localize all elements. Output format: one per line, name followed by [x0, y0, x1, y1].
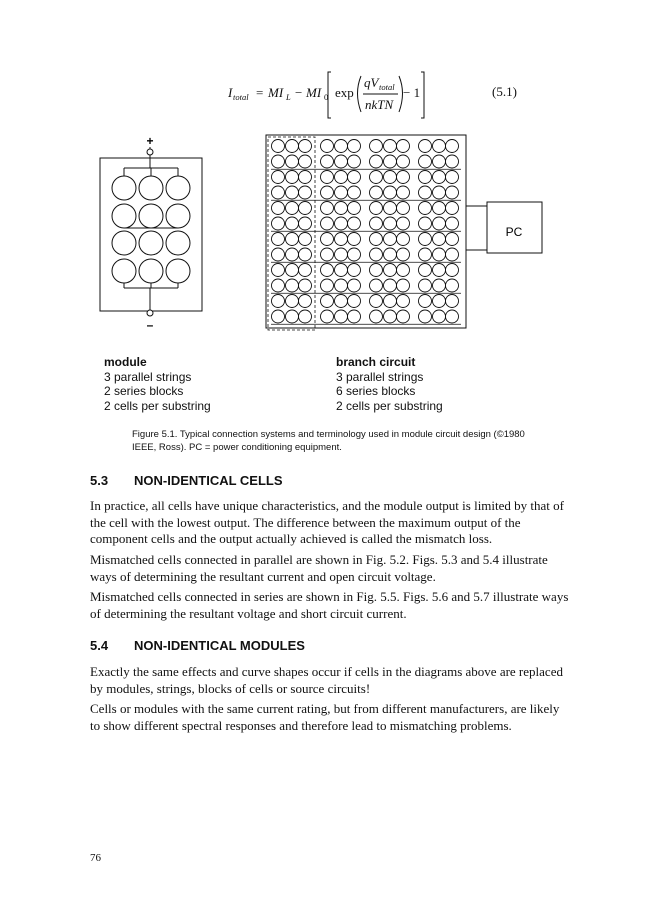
branch-cell — [419, 186, 432, 199]
branch-cell — [384, 217, 397, 230]
page-number: 76 — [90, 852, 101, 864]
branch-cell — [384, 310, 397, 323]
branch-cell — [446, 310, 459, 323]
module-plus-terminal: + — [146, 134, 154, 148]
branch-cell — [370, 202, 383, 215]
branch-cell — [321, 217, 334, 230]
branch-cell — [384, 171, 397, 184]
module-minus-terminal: – — [146, 318, 154, 332]
branch-cell — [446, 295, 459, 308]
branch-cell — [272, 140, 285, 153]
branch-cell — [384, 140, 397, 153]
branch-cell — [370, 264, 383, 277]
module-cell — [166, 231, 190, 255]
branch-cell — [321, 155, 334, 168]
equation-number: (5.1) — [492, 84, 517, 99]
branch-cell — [335, 295, 348, 308]
section-title: NON-IDENTICAL MODULES — [134, 638, 305, 653]
branch-cell — [286, 186, 299, 199]
branch-cell — [433, 202, 446, 215]
branch-cell — [272, 233, 285, 246]
branch-cell — [286, 279, 299, 292]
eq-term1-sub: L — [286, 92, 291, 102]
branch-cell — [384, 186, 397, 199]
branch-cell — [397, 295, 410, 308]
branch-cell — [419, 295, 432, 308]
branch-cell — [321, 202, 334, 215]
eq-term2-sub: 0 — [324, 92, 329, 102]
power-conditioning-box — [487, 202, 542, 253]
branch-cell — [433, 217, 446, 230]
branch-cell — [370, 155, 383, 168]
branch-cell — [433, 310, 446, 323]
module-cell — [166, 204, 190, 228]
branch-cell — [370, 217, 383, 230]
branch-circuit-diagram — [266, 135, 487, 330]
branch-cell — [419, 171, 432, 184]
branch-cell — [348, 171, 361, 184]
branch-cell — [397, 264, 410, 277]
branch-cell — [299, 248, 312, 261]
module-line-2: 2 series blocks — [104, 384, 184, 398]
branch-cell — [370, 140, 383, 153]
eq-numerator-sub: total — [379, 82, 395, 92]
branch-cell — [397, 171, 410, 184]
branch-cell — [433, 233, 446, 246]
module-cell — [139, 204, 163, 228]
branch-cell — [335, 310, 348, 323]
branch-cell — [299, 264, 312, 277]
branch-cell — [335, 279, 348, 292]
branch-cell — [370, 186, 383, 199]
branch-cell — [397, 248, 410, 261]
branch-cell — [335, 217, 348, 230]
branch-cell — [286, 264, 299, 277]
branch-cell — [286, 202, 299, 215]
branch-cell — [419, 202, 432, 215]
branch-cell — [433, 140, 446, 153]
branch-cell — [370, 171, 383, 184]
figure-5-1-diagram — [0, 128, 660, 348]
branch-cell — [272, 171, 285, 184]
branch-cell — [272, 310, 285, 323]
branch-cell — [286, 310, 299, 323]
branch-cell — [321, 264, 334, 277]
branch-cell — [384, 155, 397, 168]
branch-cell — [299, 186, 312, 199]
branch-cell — [321, 279, 334, 292]
branch-cell — [321, 171, 334, 184]
module-cell — [166, 259, 190, 283]
branch-cell — [433, 186, 446, 199]
figure-caption: Figure 5.1. Typical connection systems and terminology used in module circuit design (©1980 IEEE, Ross). PC = power conditioning equipment. — [132, 429, 525, 453]
branch-cell — [299, 217, 312, 230]
module-cell — [112, 259, 136, 283]
branch-cell — [272, 279, 285, 292]
section-number: 5.3 — [90, 473, 109, 488]
branch-cell — [370, 279, 383, 292]
paragraph: Mismatched cells connected in series are shown in Fig. 5.5. Figs. 5.6 and 5.7 illustrate ways of determining the resultant voltage and short circuit current. — [90, 589, 569, 621]
module-cell — [139, 259, 163, 283]
branch-cell — [286, 155, 299, 168]
branch-cell — [348, 233, 361, 246]
branch-cell — [397, 155, 410, 168]
branch-cell — [397, 279, 410, 292]
branch-cell — [335, 140, 348, 153]
branch-cell — [419, 279, 432, 292]
branch-cell — [286, 140, 299, 153]
branch-cell — [433, 279, 446, 292]
branch-cell — [446, 202, 459, 215]
branch-cell — [299, 279, 312, 292]
branch-cell — [446, 171, 459, 184]
branch-cell — [321, 310, 334, 323]
branch-cell — [446, 155, 459, 168]
branch-cell — [446, 186, 459, 199]
branch-cell — [446, 248, 459, 261]
module-line-3: 2 cells per substring — [104, 398, 211, 413]
branch-cell — [335, 171, 348, 184]
branch-cell — [335, 202, 348, 215]
module-cell — [139, 176, 163, 200]
paragraph: Exactly the same effects and curve shapes occur if cells in the diagrams above are replaced by modules, strings, blocks of cells or source circuits! — [90, 664, 563, 696]
eq-minus: − — [295, 85, 303, 100]
eq-term1: MI — [268, 85, 284, 100]
branch-cell — [348, 140, 361, 153]
branch-cell — [384, 202, 397, 215]
branch-cell — [446, 140, 459, 153]
branch-cell — [321, 248, 334, 261]
eq-equals: = — [256, 85, 264, 100]
paragraph: Cells or modules with the same current rating, but from different manufacturers, are likely to show different spectral responses and therefore lead to mismatching problems. — [90, 701, 560, 733]
branch-cell — [397, 186, 410, 199]
branch-cell — [370, 248, 383, 261]
branch-cell — [335, 186, 348, 199]
module-cell — [112, 204, 136, 228]
branch-cell — [299, 202, 312, 215]
branch-cell — [272, 248, 285, 261]
branch-cell — [348, 264, 361, 277]
branch-cell — [299, 295, 312, 308]
module-cell — [112, 176, 136, 200]
branch-cell — [348, 295, 361, 308]
branch-cell — [419, 310, 432, 323]
module-cell — [166, 176, 190, 200]
branch-cell — [286, 295, 299, 308]
branch-cell — [321, 233, 334, 246]
branch-cell — [419, 140, 432, 153]
module-line-1: 3 parallel strings — [104, 369, 192, 384]
branch-cell — [348, 310, 361, 323]
branch-cell — [419, 233, 432, 246]
branch-line-3: 2 cells per substring — [336, 398, 443, 413]
pc-label: PC — [505, 225, 523, 239]
branch-cell — [299, 171, 312, 184]
branch-line-2: 6 series blocks — [336, 384, 416, 398]
branch-cell — [433, 171, 446, 184]
eq-term2: MI — [306, 85, 322, 100]
branch-cell — [419, 248, 432, 261]
eq-exp: exp — [335, 85, 354, 100]
eq-numerator: qV — [364, 75, 379, 90]
branch-cell — [286, 171, 299, 184]
branch-cell — [397, 233, 410, 246]
branch-title: branch circuit — [336, 355, 416, 369]
branch-cell — [384, 279, 397, 292]
branch-cell — [272, 186, 285, 199]
module-terminal-bottom — [147, 310, 153, 316]
branch-cell — [299, 155, 312, 168]
branch-cell — [272, 155, 285, 168]
branch-cell — [348, 217, 361, 230]
paragraph: Mismatched cells connected in parallel are shown in Fig. 5.2. Figs. 5.3 and 5.4 illustrate ways of determining the resultant current and open circuit voltage. — [90, 552, 548, 584]
branch-cell — [419, 264, 432, 277]
branch-line-1: 3 parallel strings — [336, 369, 424, 384]
branch-cell — [419, 155, 432, 168]
module-cell — [112, 231, 136, 255]
branch-cell — [272, 217, 285, 230]
eq-minus-one: − 1 — [403, 85, 421, 100]
branch-cell — [321, 186, 334, 199]
branch-cell — [370, 233, 383, 246]
branch-cell — [370, 310, 383, 323]
branch-cell — [446, 279, 459, 292]
section-heading-5-3 — [90, 473, 283, 488]
module-title: module — [104, 355, 147, 369]
branch-cell — [419, 217, 432, 230]
branch-cell — [433, 295, 446, 308]
branch-cell — [286, 233, 299, 246]
branch-cell — [397, 140, 410, 153]
module-diagram — [100, 147, 202, 316]
branch-cell — [446, 264, 459, 277]
branch-cell — [370, 295, 383, 308]
equation-graphic — [228, 70, 428, 122]
branch-cell — [384, 264, 397, 277]
branch-cell — [433, 248, 446, 261]
branch-cell — [384, 295, 397, 308]
branch-cell — [299, 140, 312, 153]
branch-cell — [446, 217, 459, 230]
branch-cell — [272, 202, 285, 215]
branch-cell — [384, 233, 397, 246]
branch-cell — [348, 202, 361, 215]
section-title: NON-IDENTICAL CELLS — [134, 473, 283, 488]
branch-cell — [299, 233, 312, 246]
branch-cell — [321, 140, 334, 153]
branch-cell — [335, 248, 348, 261]
branch-cell — [348, 248, 361, 261]
module-cell — [139, 231, 163, 255]
branch-cell — [433, 155, 446, 168]
module-terminal-top — [147, 149, 153, 155]
branch-cell — [286, 217, 299, 230]
branch-cell — [384, 248, 397, 261]
branch-circuit-labels — [336, 355, 443, 413]
branch-cell — [397, 217, 410, 230]
branch-cell — [286, 248, 299, 261]
branch-cell — [397, 310, 410, 323]
branch-cell — [272, 264, 285, 277]
paragraph: In practice, all cells have unique characteristics, and the module output is limited by that of the cell with the lowest output. The difference between the maximum output of the component cells and the output actually achieved is called the mismatch loss. — [90, 498, 564, 546]
branch-cell — [335, 155, 348, 168]
branch-cell — [321, 295, 334, 308]
branch-cell — [272, 295, 285, 308]
section-heading-5-4 — [90, 638, 305, 653]
eq-lhs-sub: total — [233, 92, 249, 102]
branch-cell — [299, 310, 312, 323]
branch-cell — [348, 155, 361, 168]
eq-denominator: nkTN — [365, 97, 394, 112]
module-labels — [104, 355, 211, 413]
branch-cell — [348, 279, 361, 292]
eq-lhs: I — [228, 85, 233, 100]
branch-cell — [433, 264, 446, 277]
branch-cell — [446, 233, 459, 246]
branch-cell — [348, 186, 361, 199]
branch-cell — [335, 233, 348, 246]
equation-5-1 — [228, 70, 428, 122]
branch-cell — [335, 264, 348, 277]
section-number: 5.4 — [90, 638, 109, 653]
branch-cell — [397, 202, 410, 215]
